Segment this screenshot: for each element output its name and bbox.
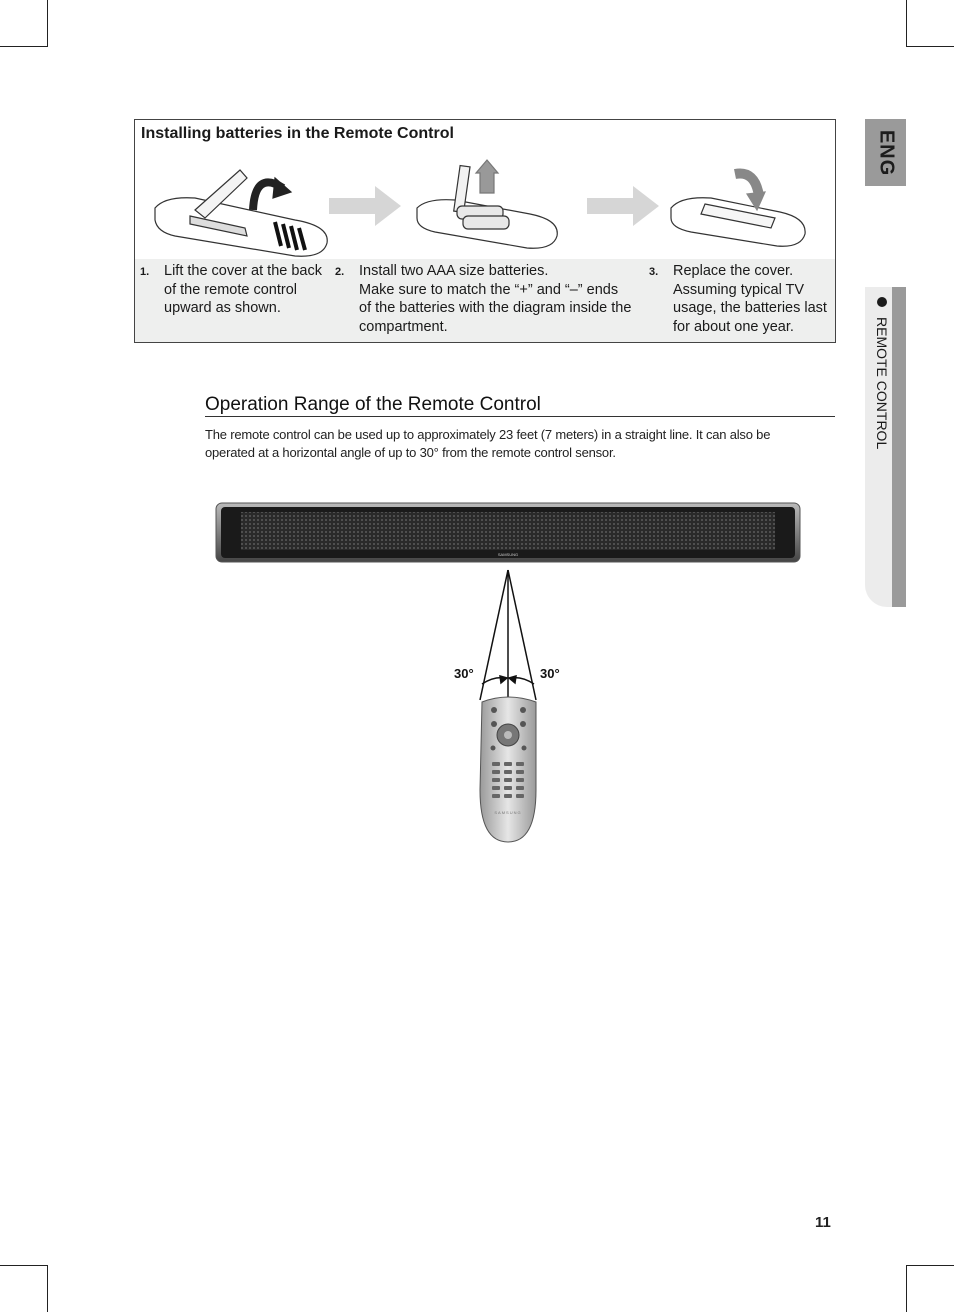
- remote-open-cover-illustration: [155, 170, 327, 256]
- step-number: 2.: [335, 266, 345, 278]
- language-tab-label: ENG: [875, 129, 897, 176]
- operation-range-description: [205, 426, 835, 462]
- crop-mark: [906, 1265, 954, 1266]
- battery-illustrations: [135, 148, 835, 260]
- section-tab-label: [870, 297, 890, 449]
- step-line: for about one year.: [673, 318, 794, 335]
- step-line: compartment.: [359, 318, 448, 335]
- crop-mark: [906, 0, 907, 47]
- step-line: Replace the cover.: [673, 263, 794, 279]
- crop-mark: [0, 46, 48, 47]
- step-line: Assuming typical TV: [673, 281, 805, 298]
- step-number: 1.: [140, 266, 150, 278]
- remote-closed-cover-illustration: [671, 173, 805, 246]
- section-tab-text: REMOTE CONTROL: [874, 317, 890, 450]
- step-number: 3.: [649, 266, 659, 278]
- step-line: of the batteries with the diagram inside the: [359, 300, 632, 316]
- step-line: usage, the batteries last: [673, 300, 827, 316]
- angle-left-label: 30°: [454, 666, 474, 681]
- step-line: Lift the cover at the back: [164, 263, 322, 279]
- step-text: [164, 262, 322, 318]
- remote-control-illustration: [480, 697, 536, 842]
- range-angle-lines: [480, 570, 536, 700]
- crop-mark: [906, 1265, 907, 1312]
- description-line: The remote control can be used up to approximately 23 feet (7 meters) in a straight line. It can also be: [205, 427, 771, 442]
- step-line: Install two AAA size batteries.: [359, 263, 549, 279]
- remote-brand: SAMSUNG: [494, 810, 522, 815]
- step-text: [673, 262, 827, 336]
- crop-mark: [47, 0, 48, 47]
- page-number: 11: [815, 1214, 831, 1231]
- angle-right-label: 30°: [540, 666, 560, 681]
- bullet-icon: [877, 297, 887, 307]
- step-arrow-icon: [329, 186, 401, 226]
- crop-mark: [47, 1265, 48, 1312]
- step-line: Make sure to match the “+” and “–” ends: [359, 281, 619, 298]
- operation-range-title: Operation Range of the Remote Control: [205, 394, 541, 415]
- operation-range-diagram: [0, 490, 954, 850]
- section-divider: [205, 416, 835, 417]
- description-line: operated at a horizontal angle of up to 30° from the remote control sensor.: [205, 445, 616, 460]
- step-line: of the remote control: [164, 281, 297, 298]
- soundbar-illustration: [216, 503, 800, 562]
- crop-mark: [906, 46, 954, 47]
- step-arrow-icon: [587, 186, 659, 226]
- battery-instructions-box: [134, 119, 836, 343]
- remote-batteries-illustration: [417, 160, 557, 248]
- soundbar-brand: SAMSUNG: [497, 552, 519, 557]
- language-tab: [865, 119, 906, 186]
- step-line: upward as shown.: [164, 300, 281, 316]
- crop-mark: [0, 1265, 48, 1266]
- battery-section-title: Installing batteries in the Remote Control: [141, 125, 454, 142]
- step-text: [359, 262, 631, 336]
